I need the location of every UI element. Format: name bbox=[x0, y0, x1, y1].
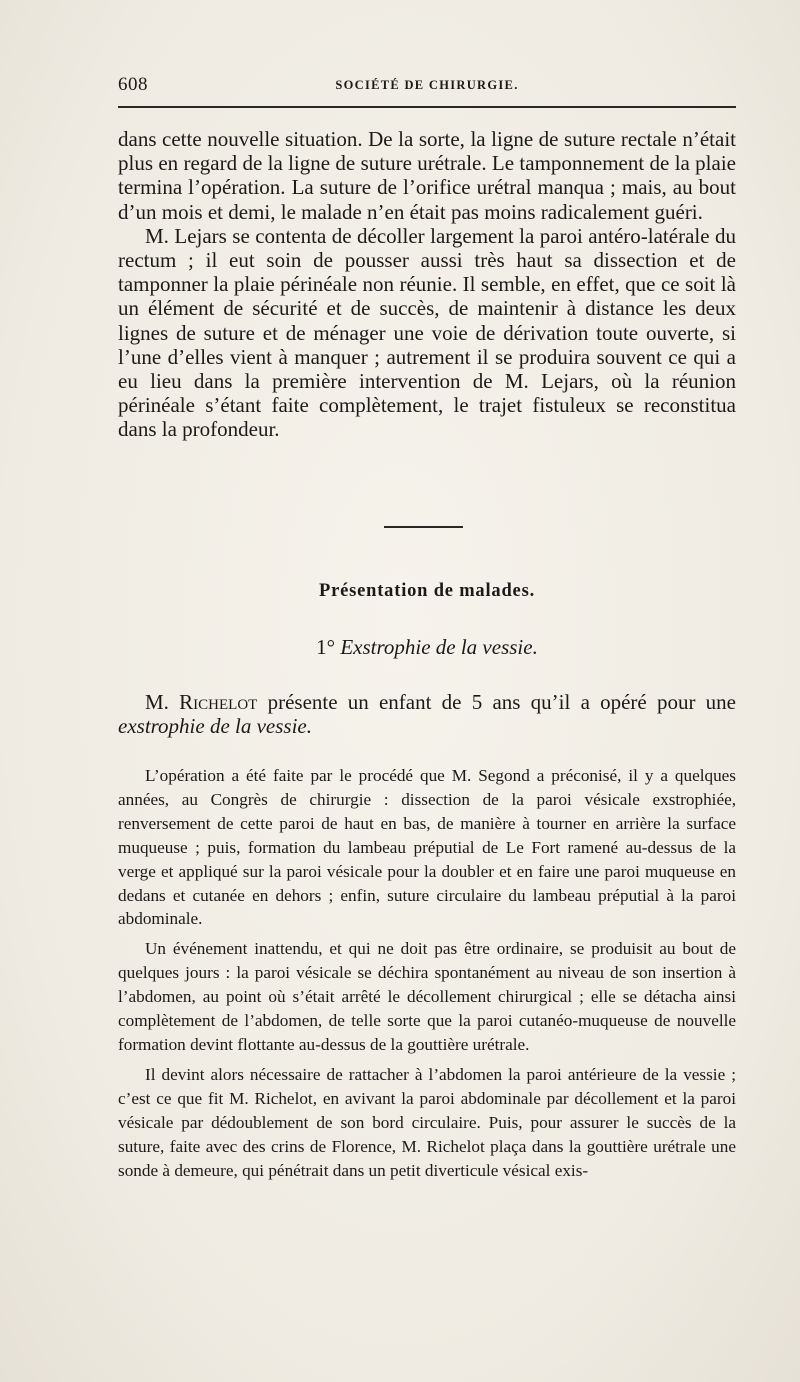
report-paragraph-1: L’opération a été faite par le procédé que M. Segond a préconisé, il y a quelques années, au Congrès de chirurgie : dissection de la paroi vésicale exstrophiée, renversement de cette paroi de haut en bas, de manière à tourner en arrière la surface muqueuse ; puis, formation du lambeau préputial de Le Fort ramené au-dessus de la verge et appliqué sur la paroi vésicale pour la doubler et en faire une paroi muqueuse en dedans et cutanée en dehors ; enfin, suture circulaire du lambeau préputial à la paroi abdominale. bbox=[118, 766, 736, 929]
subsection-number: 1° bbox=[316, 635, 336, 659]
running-head: SOCIÉTÉ DE CHIRURGIE. bbox=[335, 78, 519, 92]
presentation-italic: exstrophie de la vessie. bbox=[118, 714, 312, 739]
surgeon-name: Richelot bbox=[179, 690, 258, 714]
presentation-prefix: M. bbox=[145, 690, 169, 714]
header-rule bbox=[118, 106, 736, 108]
body-text-upper bbox=[118, 127, 736, 442]
paragraph-continuation: dans cette nouvelle situation. De la sorte, la ligne de suture rectale n’était plus en regard de la ligne de suture urétrale. Le tamponnement de la plaie termina l’opération. La suture de l’orifice urétral manqua ; mais, au bout d’un mois et demi, le malade n’en était pas moins radicalement guéri. bbox=[118, 127, 736, 224]
page-header bbox=[118, 74, 736, 100]
section-title: Présentation de malades. bbox=[319, 581, 535, 601]
section-separator bbox=[384, 526, 463, 528]
paragraph-lejars: M. Lejars se contenta de décoller largement la paroi antéro-latérale du rectum ; il eut soin de pousser aussi très haut sa dissection et de tamponner la plaie périnéale non réunie. Il semble, en effet, que ce soit là un élément de sécurité et de succès, de maintenir à distance les deux lignes de suture et de ménager une voie de dérivation toute ouverte, si l’une d’elles vient à manquer ; autrement il se produira souvent ce qui a eu lieu dans la première intervention de M. Lejars, où la réunion périnéale s’étant faite complètement, le trajet fistuleux se reconstitua dans la profondeur. bbox=[118, 223, 736, 442]
subsection-name: Exstrophie de la vessie. bbox=[340, 635, 538, 659]
presentation-text: présente un enfant de 5 ans qu’il a opéré pour une bbox=[267, 690, 737, 714]
report-paragraph-2: Un événement inattendu, et qui ne doit pas être ordinaire, se produisit au bout de quelques jours : la paroi vésicale se déchira spontanément au niveau de son insertion à l’abdomen, au point où s’était arrêté le décollement chirurgical ; elle se détacha ainsi complètement de l’abdomen, de telle sorte que la paroi cutanéo-muqueuse de nouvelle formation devint flottante au-dessus de la gouttière urétrale. bbox=[118, 939, 736, 1054]
subsection-title bbox=[118, 635, 736, 660]
presentation-paragraph bbox=[118, 690, 736, 738]
page-number: 608 bbox=[118, 74, 148, 95]
report-text bbox=[118, 764, 736, 1182]
report-paragraph-3: Il devint alors nécessaire de rattacher à l’abdomen la paroi antérieure de la vessie ; c’est ce que fit M. Richelot, en avivant la paroi abdominale par décollement et la paroi vésicale par dédoublement de son bord circulaire. Puis, pour assurer le succès de la suture, faite avec des crins de Florence, M. Richelot plaça dans la gouttière urétrale une sonde à demeure, qui pénétrait dans un petit diverticule vésical exis- bbox=[118, 1064, 736, 1180]
